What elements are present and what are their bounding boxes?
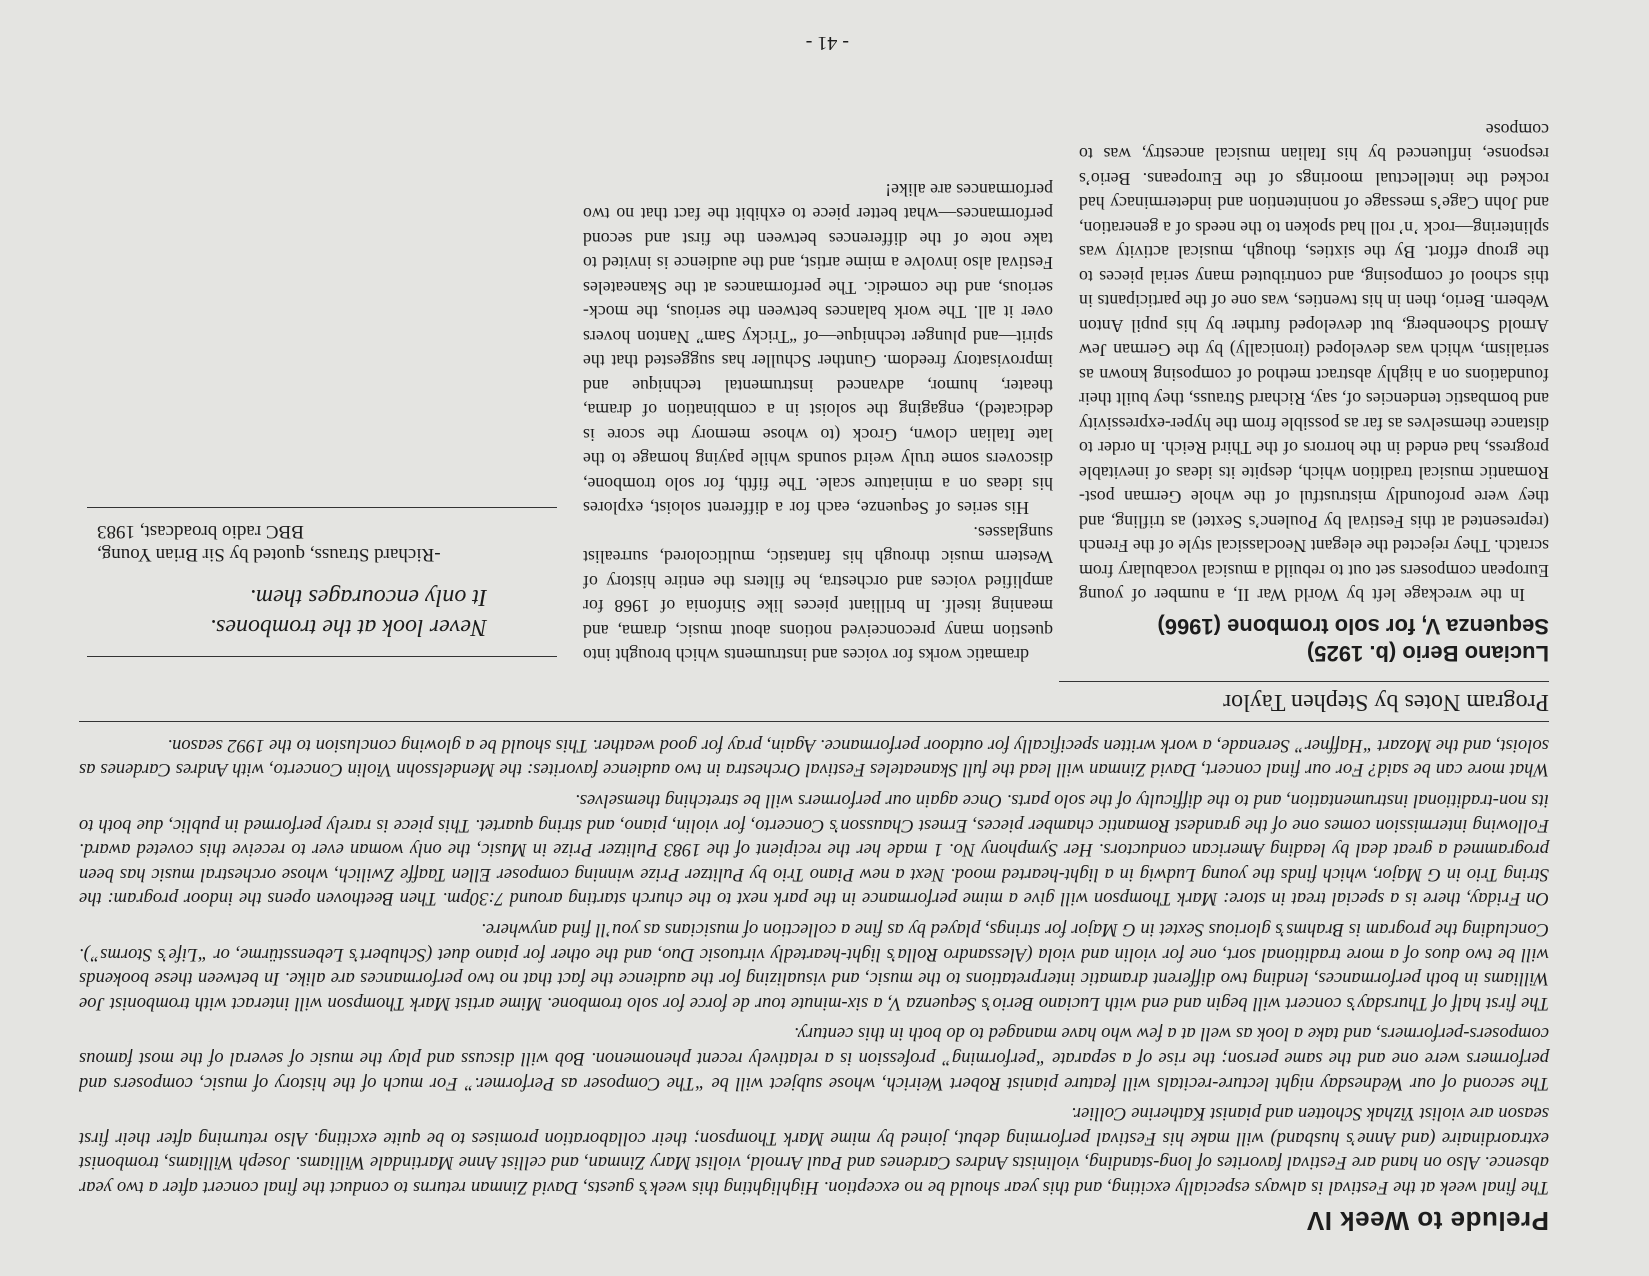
quote-attribution: [97, 520, 487, 566]
quote-line: Never look at the trombones.: [209, 614, 487, 641]
left-column: [1079, 117, 1549, 667]
program-notes-byline: Program Notes by Stephen Taylor: [1223, 689, 1549, 716]
prelude-paragraph: The second of our Wednesday night lecture-recitals will feature pianist Robert Weirich, whose subject will be “The Composer as Performer.” For much of the history of music, composers and performers were one and the same person; the rise of a separate “performing” profession is a relatively recent phenomenon. Bob will discuss and play the music of several of the most famous composers-performers, and take a look as well at a few who have managed to do both in this century.: [79, 1023, 1549, 1094]
quote-line: It only encourages them.: [249, 584, 487, 611]
piece-heading: [1079, 613, 1549, 667]
attribution-line: -Richard Strauss, quoted by Sir Brian Young,: [97, 544, 441, 566]
page-content: [79, 117, 1549, 1236]
prelude-paragraph: On Friday, there is a special treat in store: Mark Thompson will give a mime performance in the park next to the church starting around 7:30pm. Then Beethoven opens the indoor program: the String Trio in G Major, which finds the young Ludwig in a light-hearted mood. Next a new Piano Trio by Pulitzer Prize winning composer Ellen Taaffe Zwilich, whose orchestral music has been programmed a great deal by leading American conductors. Her Symphony No. 1 made her the recipient of the 1983 Pulitzer Prize in Music, the only woman ever to receive this coveted award. Following intermission comes one of the grandest Romantic chamber pieces, Ernest Chausson’s Concerto, for violin, piano, and string quartet. This piece is rarely performed in public, due both to its non-traditional instrumentation, and to the difficulty of the solo parts. Once again our performers will be stretching themselves.: [79, 790, 1549, 910]
quote-column: [87, 499, 557, 667]
work-heading: Sequenza V, for solo trombone (1966): [1157, 614, 1549, 640]
program-notes-columns: [79, 117, 1549, 667]
byline-divider: [1059, 681, 1549, 682]
page-number: - 41 -: [805, 32, 849, 54]
section-divider: [79, 721, 1549, 722]
quote-text: [97, 582, 487, 642]
prelude-paragraph: The final week at the Festival is always especially exciting, and this year should be no exception. Highlighting this week’s guests, David Zinman returns to conduct the final concert after a two year absence. Also on hand are Festival favorites of long-standing, violinists Andres Cardenes and Paul Arnold, violist Mary Zinman, and cellist Anne Martindale Williams. Joseph Williams, trombonist extraordinaire (and Anne’s husband) will make his Festival performing debut, joined by mime Mark Thompson; their collaboration promises to be quite exciting. Also returning after their first season are violist Yizhak Schotten and pianist Katherine Collier.: [79, 1103, 1549, 1198]
quote-block: [87, 507, 557, 657]
notes-paragraph: In the wreckage left by World War II, a number of young European composers set out to rebuild a musical vocabulary from scratch. They rejected the elegant Neoclassical style of the French (represented at this Festival by Poulenc’s Sextet) as trifling, and they were profoundly mistrustful of the whole German post-Romantic musical tradition which, despite its ideas of inevitable progress, had ended in the horrors of the Third Reich. In order to distance themselves as far as possible from the hyper-expressivity and bombastic tendencies of, say, Richard Strauss, they built their foundations on a highly abstract method of composing known as serialism, which was developed (ironically) by the German Jew Arnold Schoenberg, but developed further by his pupil Anton Webern. Berio, then in his twenties, was one of the participants in this school of composing, and contributed many serial pieces to the group effort. By the sixties, though, musical activity was splintering—rock ’n’ roll had spoken to the needs of a generation, and John Cage’s message of nonintention and indeterminacy had rocked the intellectual moorings of the Europeans. Berio’s response, influenced by his Italian musical ancestry, was to compose: [1079, 119, 1549, 606]
prelude-paragraph: What more can be said? For our final concert, David Zinman will lead the full Skaneateles Festival Orchestra in two audience favorites: the Mendelssohn Violin Concerto, with Andres Cardenes as soloist, and the Mozart “Haffner” Serenade, a work written specifically for outdoor performance. Again, pray for good weather. This should be a glowing conclusion to the 1992 season.: [79, 734, 1549, 781]
attribution-line: BBC radio broadcast, 1983: [97, 521, 304, 543]
prelude-title: Prelude to Week IV: [1306, 1206, 1549, 1236]
prelude-paragraph: The first half of Thursday’s concert will begin and end with Luciano Berio’s Sequenza V, a six-minute tour de force for solo trombone. Mime artist Mark Thompson will interact with trombonist Joe Williams in both performances, lending two different dramatic interpretations to the music, and visualizing for the audience the fact that no two performances are alike. In between these bookends will be two duos of a more traditional sort, one for violin and viola (Alessandro Rolla’s light-heartedly virtuosic Duo, and the other for piano duet (Schubert’s Lebensstürme, or “Life’s Storms”). Concluding the program is Brahms’s glorious Sextet in G Major for strings, played by as fine a collection of musicians as you’ll find anywhere.: [79, 919, 1549, 1014]
composer-heading: Luciano Berio (b. 1925): [1306, 641, 1549, 667]
notes-paragraph: dramatic works for voices and instruments which brought into question many preconceived notions about music, drama, and meaning itself. In brilliant pieces like Sinfonia of 1968 for amplified voices and orchestra, he filters the entire history of Western music through his fantastic, multicolored, surrealist sunglasses.: [583, 522, 1053, 666]
right-column: [583, 177, 1053, 667]
notes-paragraph: His series of Sequenze, each for a different soloist, explores his ideas on a miniature scale. The fifth, for solo trombone, discovers some truly weird sounds while paying homage to the late Italian clown, Grock (to whose memory the score is dedicated), engaging the soloist in a combination of drama, theater, humor, advanced instrumental technique and improvisatory freedom. Gunther Schuller has suggested that the spirit—and plunger technique—of “Tricky Sam” Nanton hovers over it all. The work balances between the serious, the mock-serious, and the comedic. The performances at the Skaneateles Festival also involve a mime artist, and the audience is invited to take note of the differences between the first and second performances—what better piece to exhibit the fact that no two performances are alike!: [583, 179, 1053, 519]
prelude-intro: [79, 732, 1549, 1199]
